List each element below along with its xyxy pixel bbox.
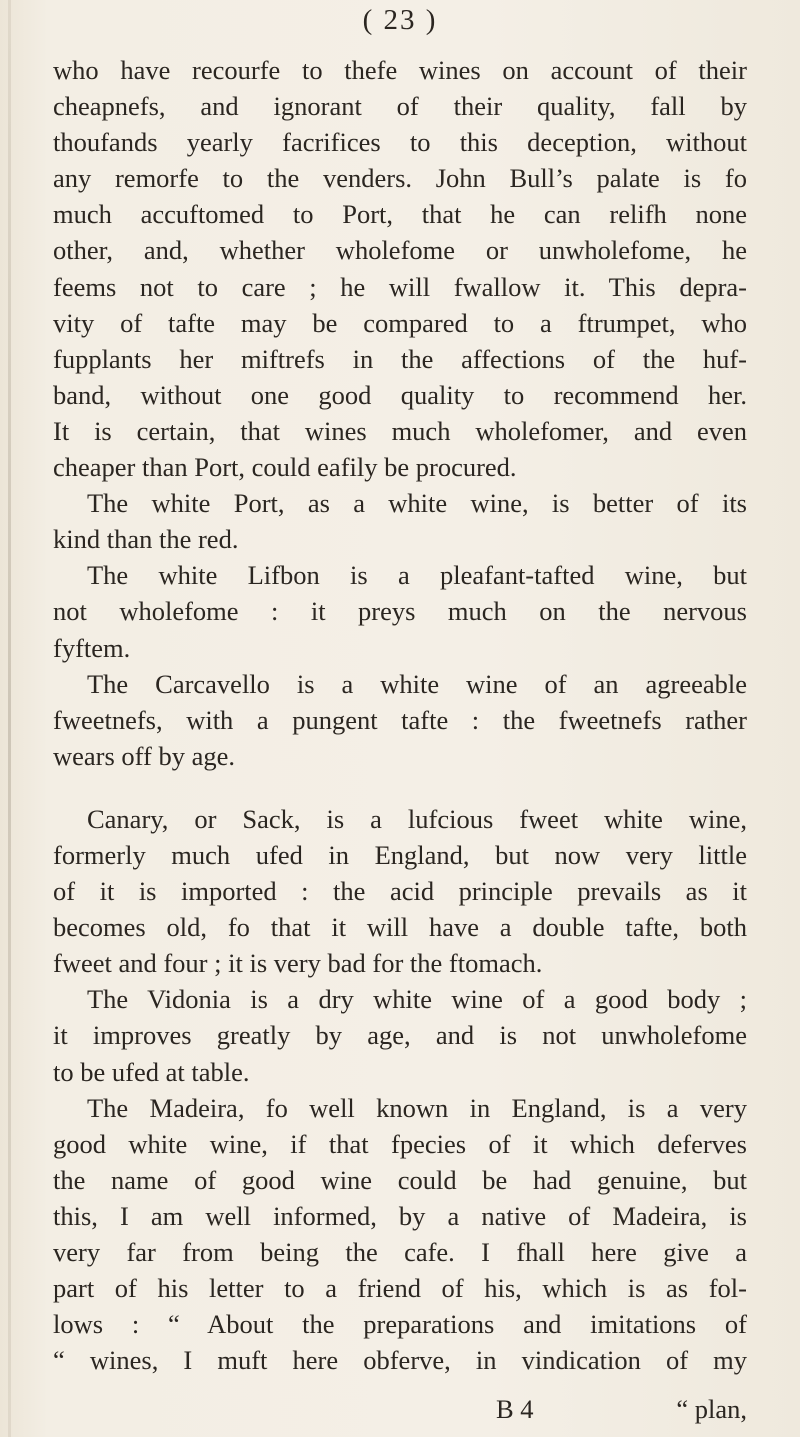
text-line: It is certain, that wines much wholefomer, and even xyxy=(53,415,747,446)
text-line: “ wines, I muft here obferve, in vindication of my xyxy=(53,1345,747,1376)
text-line: this, I am well informed, by a native of Madeira, is xyxy=(53,1200,747,1231)
text-line: wears off by age. xyxy=(53,740,235,771)
text-line: feems not to care ; he will fwallow it. This depra- xyxy=(53,271,747,302)
body-text xyxy=(53,52,747,1378)
text-line: vity of tafte may be compared to a ftrumpet, who xyxy=(53,307,747,338)
paragraph-start: The white Port, as a white wine, is better of its xyxy=(87,488,747,519)
paragraph-start: The Vidonia is a dry white wine of a good body ; xyxy=(87,984,747,1015)
text-line: of it is imported : the acid principle prevails as it xyxy=(53,876,747,907)
text-line: fweet and four ; it is very bad for the ftomach. xyxy=(53,948,543,979)
page-number-header: ( 23 ) xyxy=(362,4,438,36)
text-line: cheapnefs, and ignorant of their quality, fall by xyxy=(53,91,747,122)
text-line: very far from being the cafe. I fhall here give a xyxy=(53,1237,747,1267)
text-line: band, without one good quality to recommend her. xyxy=(53,379,747,410)
catchword: “ plan, xyxy=(676,1394,747,1424)
page-footer xyxy=(53,1389,747,1429)
text-line: formerly much ufed in England, but now very little xyxy=(53,839,747,870)
paragraph-start: The white Lifbon is a pleafant-tafted wine, but xyxy=(87,560,747,591)
text-line: thoufands yearly facrifices to this deception, without xyxy=(53,127,747,158)
text-line: becomes old, fo that it will have a double tafte, both xyxy=(53,912,747,943)
text-line: fyftem. xyxy=(53,632,131,663)
text-line: lows : “ About the preparations and imitations of xyxy=(53,1309,747,1340)
text-line: not wholefome : it preys much on the nervous xyxy=(53,596,747,627)
text-line: any remorfe to the venders. John Bull’s palate is fo xyxy=(53,163,747,194)
paragraph-start: The Carcavello is a white wine of an agreeable xyxy=(87,668,747,699)
text-line: fweetnefs, with a pungent tafte : the fweetnefs rather xyxy=(53,704,747,735)
text-line: cheaper than Port, could eafily be procured. xyxy=(53,452,517,483)
signature-mark: B 4 xyxy=(496,1394,534,1424)
paragraph-start: The Madeira, fo well known in England, is a very xyxy=(87,1092,747,1123)
text-line: part of his letter to a friend of his, which is as fol- xyxy=(53,1273,747,1304)
text-line: it improves greatly by age, and is not unwholefome xyxy=(53,1020,747,1051)
text-line: kind than the red. xyxy=(53,524,239,555)
paragraph-start: Canary, or Sack, is a lufcious fweet white wine, xyxy=(87,803,747,834)
text-line: other, and, whether wholefome or unwholefome, he xyxy=(53,235,747,266)
text-line: good white wine, if that fpecies of it which deferves xyxy=(53,1128,747,1159)
text-line: the name of good wine could be had genuine, but xyxy=(53,1164,747,1195)
page-gutter xyxy=(8,0,11,1437)
text-line: fupplants her miftrefs in the affections of the huf- xyxy=(53,343,747,374)
text-line: to be ufed at table. xyxy=(53,1056,250,1087)
text-line: much accuftomed to Port, that he can relifh none xyxy=(53,199,747,230)
text-line: who have recourfe to thefe wines on account of their xyxy=(53,55,747,85)
